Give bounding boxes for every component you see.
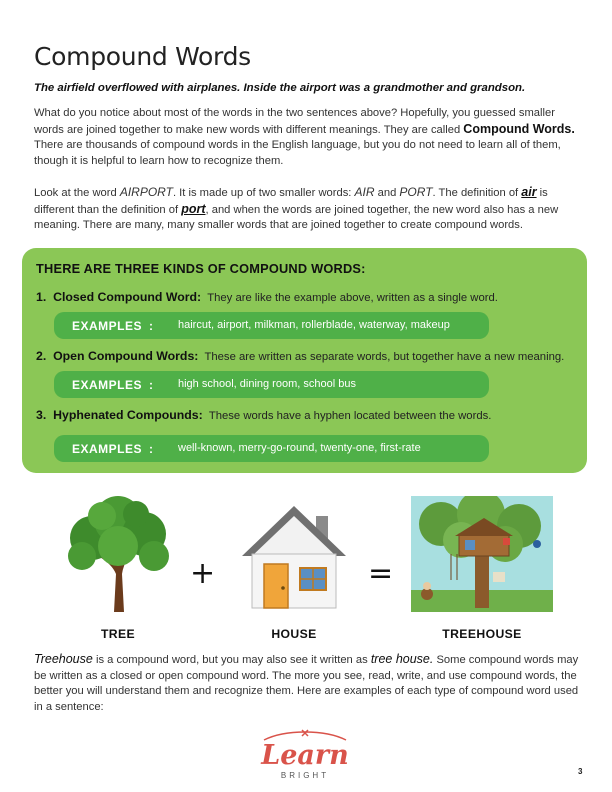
house-icon <box>238 502 350 610</box>
kind-closed: 1. Closed Compound Word: They are like the example above, written as a single word. <box>36 290 498 304</box>
treehouse-icon <box>411 496 553 612</box>
kind-open: 2. Open Compound Words: These are written as separate words, but together have a new meaning. <box>36 349 565 363</box>
examples-closed: haircut, airport, milkman, rollerblade, waterway, makeup <box>178 319 450 331</box>
logo-word: Learn <box>261 740 349 771</box>
logo-sub: BRIGHT <box>280 771 330 780</box>
page-title: Compound Words <box>34 42 251 71</box>
page-number: 3 <box>578 767 583 776</box>
intro-sentence: The airfield overflowed with airplanes. Inside the airport was a grandmother and grandson. <box>34 82 526 94</box>
equals-sign: = <box>368 556 394 591</box>
paragraph-3: Treehouse is a compound word, but you may also see it written as tree house. Some compound words may be written as a closed or open compound word. The more you see, read, write, and use compound words, the better you will understand them and recognize them. Here are examples of each type of compound word used in a sentence: <box>34 652 579 713</box>
tree-icon <box>62 494 174 612</box>
examples-bar-open: EXAMPLES : high school, dining room, school bus <box>54 371 489 398</box>
plus-sign: + <box>190 556 216 591</box>
examples-bar-closed: EXAMPLES : haircut, airport, milkman, rollerblade, waterway, makeup <box>54 312 489 339</box>
paragraph-1: What do you notice about most of the words in the two sentences above? Hopefully, you guessed smaller words are joined together to make new words with different meanings. They are called Compound Words. There are thousands of compound words in the English language, but you do not need to learn all of them, though it is helpful to learn how to recognize them. <box>34 107 575 167</box>
paragraph-2: Look at the word AIRPORT. It is made up of two smaller words: AIR and PORT. The definition of air is different than the definition of port, and when the words are joined together, the new word also has a new meaning. There are many, many smaller words that are joined together to create compound words. <box>34 185 559 232</box>
kinds-heading: THERE ARE THREE KINDS OF COMPOUND WORDS: <box>36 261 366 276</box>
compound-kinds-box <box>22 248 587 473</box>
kind-hyphenated: 3. Hyphenated Compounds: These words have a hyphen located between the words. <box>36 408 492 422</box>
examples-open: high school, dining room, school bus <box>178 378 356 390</box>
learn-bright-logo <box>250 728 360 786</box>
examples-bar-hyphenated: EXAMPLES : well-known, merry-go-round, twenty-one, first-rate <box>54 435 489 462</box>
caption-treehouse: TREEHOUSE <box>442 627 522 641</box>
caption-house: HOUSE <box>271 627 317 641</box>
caption-tree: TREE <box>100 627 136 641</box>
examples-hyphenated: well-known, merry-go-round, twenty-one, first-rate <box>178 442 421 454</box>
